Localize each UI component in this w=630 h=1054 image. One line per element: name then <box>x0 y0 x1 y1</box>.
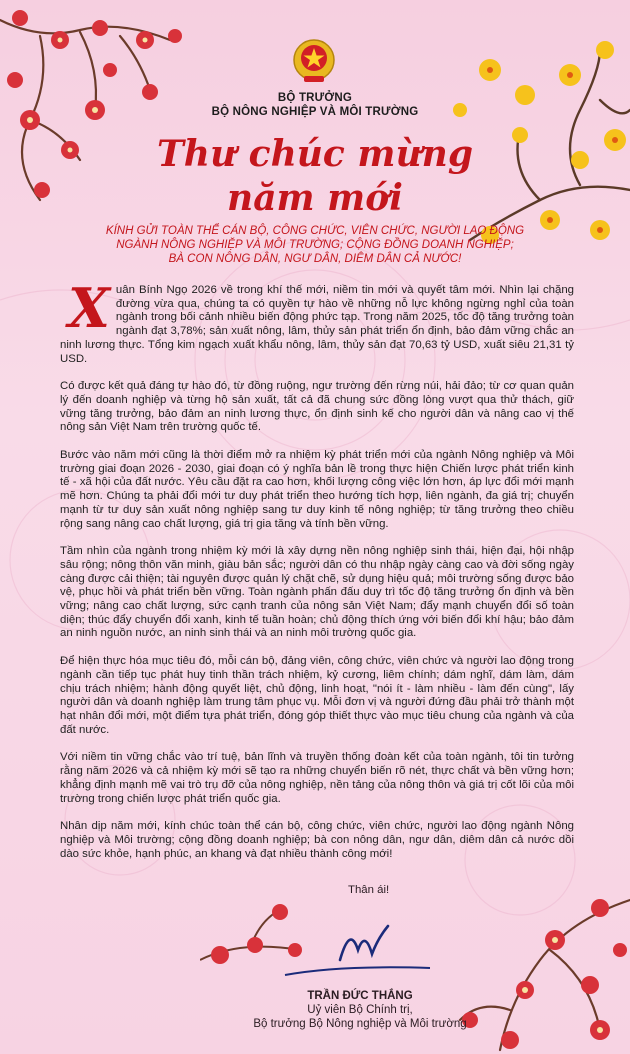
paragraph-6: Với niềm tin vững chắc vào trí tuệ, bản lĩnh và truyền thống đoàn kết của toàn ngành, tôi tin tưởng rằng năm 2026 và cả nhiệm kỳ mới sẽ tạo ra những chuyển biến rõ nét, thực chất và bền vững hơn; khẳng định mạnh mẽ vai trò trụ đỡ của nông nghiệp, nền tảng của nông thôn và giá trị cốt lõi của môi trường trong chiến lược phát triển quốc gia. <box>60 751 574 805</box>
signer-role-minister: Bộ trưởng Bộ Nông nghiệp và Môi trường <box>253 1018 467 1030</box>
letter-body <box>60 276 574 875</box>
paragraph-1 <box>60 276 574 366</box>
national-emblem-icon <box>291 38 337 86</box>
title-line-2: năm mới <box>227 177 403 219</box>
issuer-ministry: BỘ NÔNG NGHIỆP VÀ MÔI TRƯỜNG <box>211 106 419 118</box>
paragraph-4: Tầm nhìn của ngành trong nhiệm kỳ mới là xây dựng nền nông nghiệp sinh thái, hiện đại, hội nhập sâu rộng; nông thôn văn minh, giàu bản sắc; người dân có thu nhập ngày càng cao và đời sống ngày càng được cải thiện; tài nguyên được quản lý chặt chẽ, sử dụng hiệu quả; môi trường sống được bảo vệ, phục hồi và phát triển bền vững. Toàn ngành phấn đấu duy trì tốc độ tăng trưởng ổn định và bền vững; nâng cao chất lượng, sức cạnh tranh của nông sản Việt Nam; đẩy mạnh chuyển đổi số toàn diện; thúc đẩy chuyển đổi xanh, kinh tế tuần hoàn; chủ động thích ứng với biến đổi khí hậu; bảo đảm an ninh nguồn nước, an ninh sinh thái và an ninh môi trường quốc gia. <box>60 545 574 640</box>
drop-cap: X <box>68 276 110 340</box>
recipients-line-1: KÍNH GỬI TOÀN THỂ CÁN BỘ, CÔNG CHỨC, VIÊN CHỨC, NGƯỜI LAO ĐỘNG <box>105 225 525 237</box>
signer-role-politburo: Uỷ viên Bộ Chính trị, <box>307 1004 413 1016</box>
signer-name: TRẦN ĐỨC THẮNG <box>307 990 413 1002</box>
title-line-1: Thư chúc mừng <box>156 133 474 175</box>
paragraph-2: Có được kết quả đáng tự hào đó, từ đồng ruộng, ngư trường đến rừng núi, hải đảo; từ cơ quan quản lý đến doanh nghiệp và từng hộ sản xuất, tất cả đã chung sức đồng lòng vượt qua thử thách, giữ vững tăng trưởng, bảo đảm an ninh lương thực, ổn định sinh kế cho người dân và nâng cao vị thế nông sản Việt Nam trên trường quốc tế. <box>60 380 574 434</box>
letter-title <box>150 128 480 223</box>
handwritten-signature <box>280 920 440 980</box>
recipients-line-3: BÀ CON NÔNG DÂN, NGƯ DÂN, DIÊM DÂN CẢ NƯỚC! <box>168 253 462 265</box>
paragraph-1-text: uân Bính Ngọ 2026 về trong khí thế mới, niềm tin mới và quyết tâm mới. Nhìn lại chặng đường vừa qua, chúng ta có quyền tự hào về những nỗ lực không ngừng nghỉ của toàn ngành trong bối cảnh nhiều biến động phức tạp. Trong năm 2025, tốc độ tăng trưởng toàn ngành đạt 3,78%; sản xuất nông, lâm, thủy sản phát triển ổn định, bảo đảm vững chắc an ninh lương thực. Tổng kim ngạch xuất khẩu nông, lâm, thủy sản đạt 70,63 tỷ USD, xuất siêu 21,31 tỷ USD. <box>60 284 574 365</box>
paragraph-5: Để hiện thực hóa mục tiêu đó, mỗi cán bộ, đảng viên, công chức, viên chức và người lao động trong ngành cần tiếp tục phát huy tinh thần trách nhiệm, kỷ cương, liêm chính; dám nghĩ, dám làm, dám chịu trách nhiệm; hành động quyết liệt, chủ động, linh hoạt, "nói ít - làm nhiều - làm đến cùng", lấy người dân và doanh nghiệp làm trung tâm phục vụ. Mỗi đơn vị và người đứng đầu phải trở thành một hạt nhân đổi mới, một điểm tựa phát triển, đóng góp thiết thực vào mục tiêu chung của ngành và của đất nước. <box>60 655 574 736</box>
closing-phrase: Thân ái! <box>348 884 390 896</box>
paragraph-7: Nhân dịp năm mới, kính chúc toàn thể cán bộ, công chức, viên chức, người lao động ngành Nông nghiệp và Môi trường; cộng đồng doanh nghiệp; bà con nông dân, ngư dân, diêm dân cả nước dồi dào sức khỏe, hạnh phúc, an khang và đạt nhiều thành công mới! <box>60 820 574 860</box>
issuer-title: BỘ TRƯỞNG <box>277 92 353 104</box>
recipients-line-2: NGÀNH NÔNG NGHIỆP VÀ MÔI TRƯỜNG; CỘNG ĐỒNG DOANH NGHIỆP; <box>116 239 514 251</box>
paragraph-3: Bước vào năm mới cũng là thời điểm mở ra nhiệm kỳ phát triển mới của ngành Nông nghiệp và Môi trường giai đoạn 2026 - 2030, giai đoạn có ý nghĩa bản lề trong thực hiện Chiến lược phát triển kinh tế - xã hội của đất nước. Yêu cầu đặt ra cao hơn, khối lượng công việc lớn hơn, áp lực đổi mới mạnh mẽ hơn. Chúng ta phải đổi mới tư duy phát triển theo hướng tích hợp, liên ngành, đa giá trị; chuyển mạnh từ tư duy sản xuất nông nghiệp sang tư duy kinh tế nông nghiệp; từ tăng trưởng theo chiều rộng sang nâng cao chất lượng, giá trị gia tăng và tính bền vững. <box>60 449 574 530</box>
